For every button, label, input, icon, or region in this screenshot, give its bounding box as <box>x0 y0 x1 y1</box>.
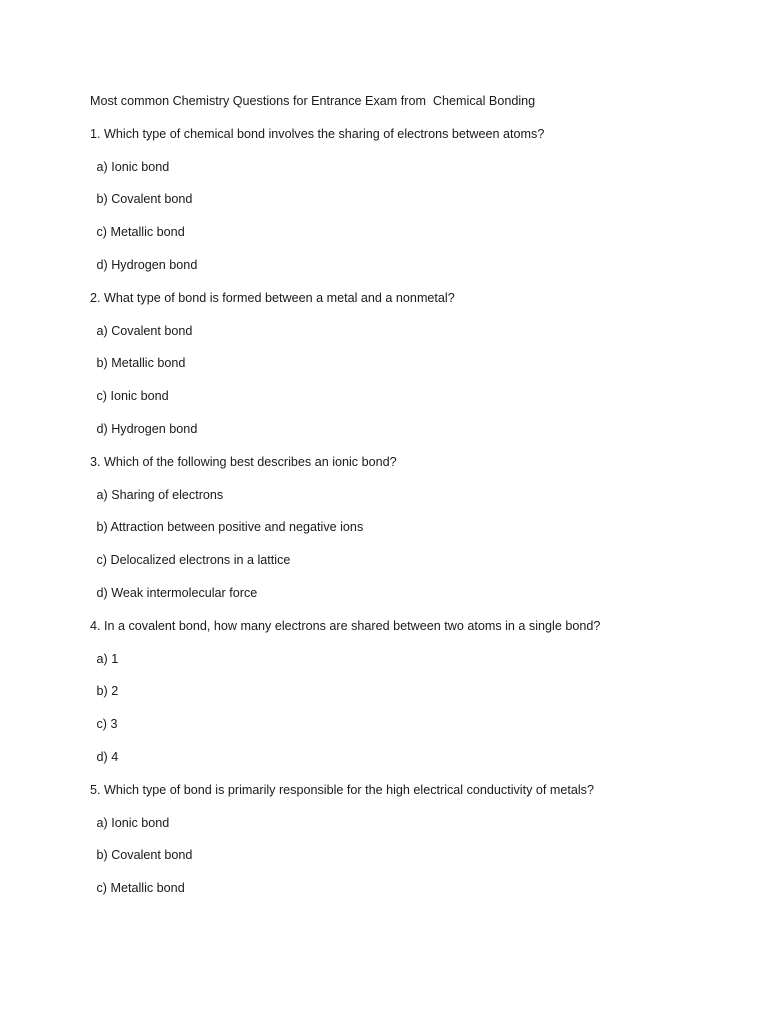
question-1: 1. Which type of chemical bond involves the sharing of electrons between atoms? <box>90 126 545 141</box>
question-3-option-c: c) Delocalized electrons in a lattice <box>96 553 291 568</box>
question-3-option-b: b) Attraction between positive and negative ions <box>96 520 364 535</box>
question-4-option-d: d) 4 <box>96 749 119 764</box>
question-5-option-b: b) Covalent bond <box>96 848 193 863</box>
question-4: 4. In a covalent bond, how many electrons are shared between two atoms in a single bond? <box>90 618 601 633</box>
question-5-option-c: c) Metallic bond <box>96 881 185 896</box>
question-4-option-a: a) 1 <box>96 651 119 666</box>
question-1-option-a: a) Ionic bond <box>96 159 170 174</box>
question-2: 2. What type of bond is formed between a metal and a nonmetal? <box>90 290 455 305</box>
question-1-option-d: d) Hydrogen bond <box>96 257 198 272</box>
question-2-option-d: d) Hydrogen bond <box>96 421 198 436</box>
question-3-option-d: d) Weak intermolecular force <box>96 585 258 600</box>
question-5-option-a: a) Ionic bond <box>96 815 170 830</box>
document-title: Most common Chemistry Questions for Entrance Exam from Chemical Bonding <box>90 94 536 108</box>
question-2-option-c: c) Ionic bond <box>96 389 169 404</box>
question-1-option-c: c) Metallic bond <box>96 225 185 240</box>
question-1-option-b: b) Covalent bond <box>96 192 193 207</box>
question-4-option-c: c) 3 <box>96 717 118 732</box>
question-3-option-a: a) Sharing of electrons <box>96 487 224 502</box>
question-4-option-b: b) 2 <box>96 684 119 699</box>
question-2-option-a: a) Covalent bond <box>96 323 193 338</box>
question-3: 3. Which of the following best describes an ionic bond? <box>90 454 397 469</box>
document-body <box>90 93 730 913</box>
question-2-option-b: b) Metallic bond <box>96 356 186 371</box>
question-5: 5. Which type of bond is primarily responsible for the high electrical conductivity of metals? <box>90 782 594 797</box>
